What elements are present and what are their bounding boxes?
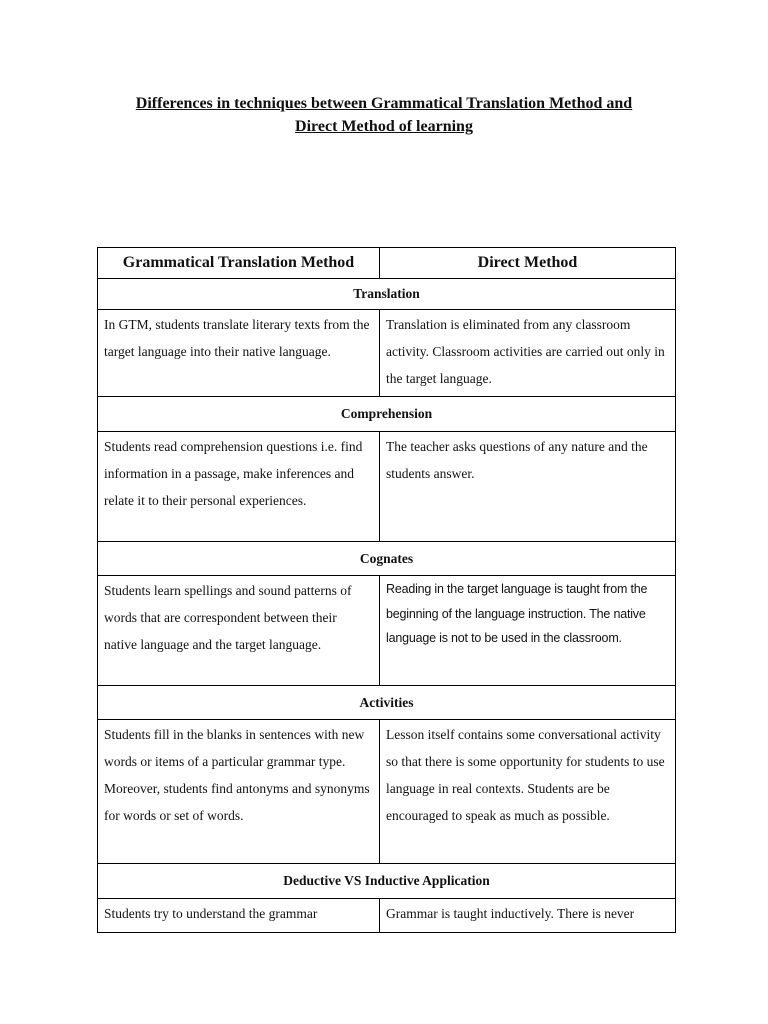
document-title [0,92,768,138]
cell-direct-comprehension: The teacher asks questions of any nature and the students answer. [380,432,676,542]
cell-direct-cognates: Reading in the target language is taught from the beginning of the language instruction. The native language is not to be used in the classroom. [380,576,676,686]
section-row [98,864,676,899]
cell-direct-inductive: Grammar is taught inductively. There is never [380,899,676,933]
cell-gtm-cognates: Students learn spellings and sound patterns of words that are correspondent between their native language and the target language. [98,576,380,686]
cell-direct-activities: Lesson itself contains some conversational activity so that there is some opportunity for students to use language in real contexts. Students are be encouraged to speak as much as possible. [380,720,676,864]
table-row [98,576,676,686]
cell-direct-translation: Translation is eliminated from any classroom activity. Classroom activities are carried out only in the target language. [380,310,676,397]
cell-gtm-activities: Students fill in the blanks in sentences with new words or items of a particular grammar type. Moreover, students find antonyms and synonyms for words or set of words. [98,720,380,864]
header-gtm: Grammatical Translation Method [98,248,380,279]
section-row [98,397,676,432]
section-cognates: Cognates [98,542,676,576]
header-direct: Direct Method [380,248,676,279]
cell-gtm-comprehension: Students read comprehension questions i.e. find information in a passage, make inferences and relate it to their personal experiences. [98,432,380,542]
section-deductive-inductive: Deductive VS Inductive Application [98,864,676,899]
cell-gtm-translation: In GTM, students translate literary texts from the target language into their native language. [98,310,380,397]
cell-gtm-deductive: Students try to understand the grammar [98,899,380,933]
section-row [98,279,676,310]
table-header-row [98,248,676,279]
section-row [98,542,676,576]
table-row [98,899,676,933]
title-line-1: Differences in techniques between Grammatical Translation Method and [135,95,633,112]
table-row [98,432,676,542]
section-row [98,686,676,720]
table-row [98,720,676,864]
comparison-table [97,247,676,933]
section-translation: Translation [98,279,676,310]
title-line-2: Direct Method of learning [295,118,473,135]
table-row [98,310,676,397]
section-activities: Activities [98,686,676,720]
section-comprehension: Comprehension [98,397,676,432]
